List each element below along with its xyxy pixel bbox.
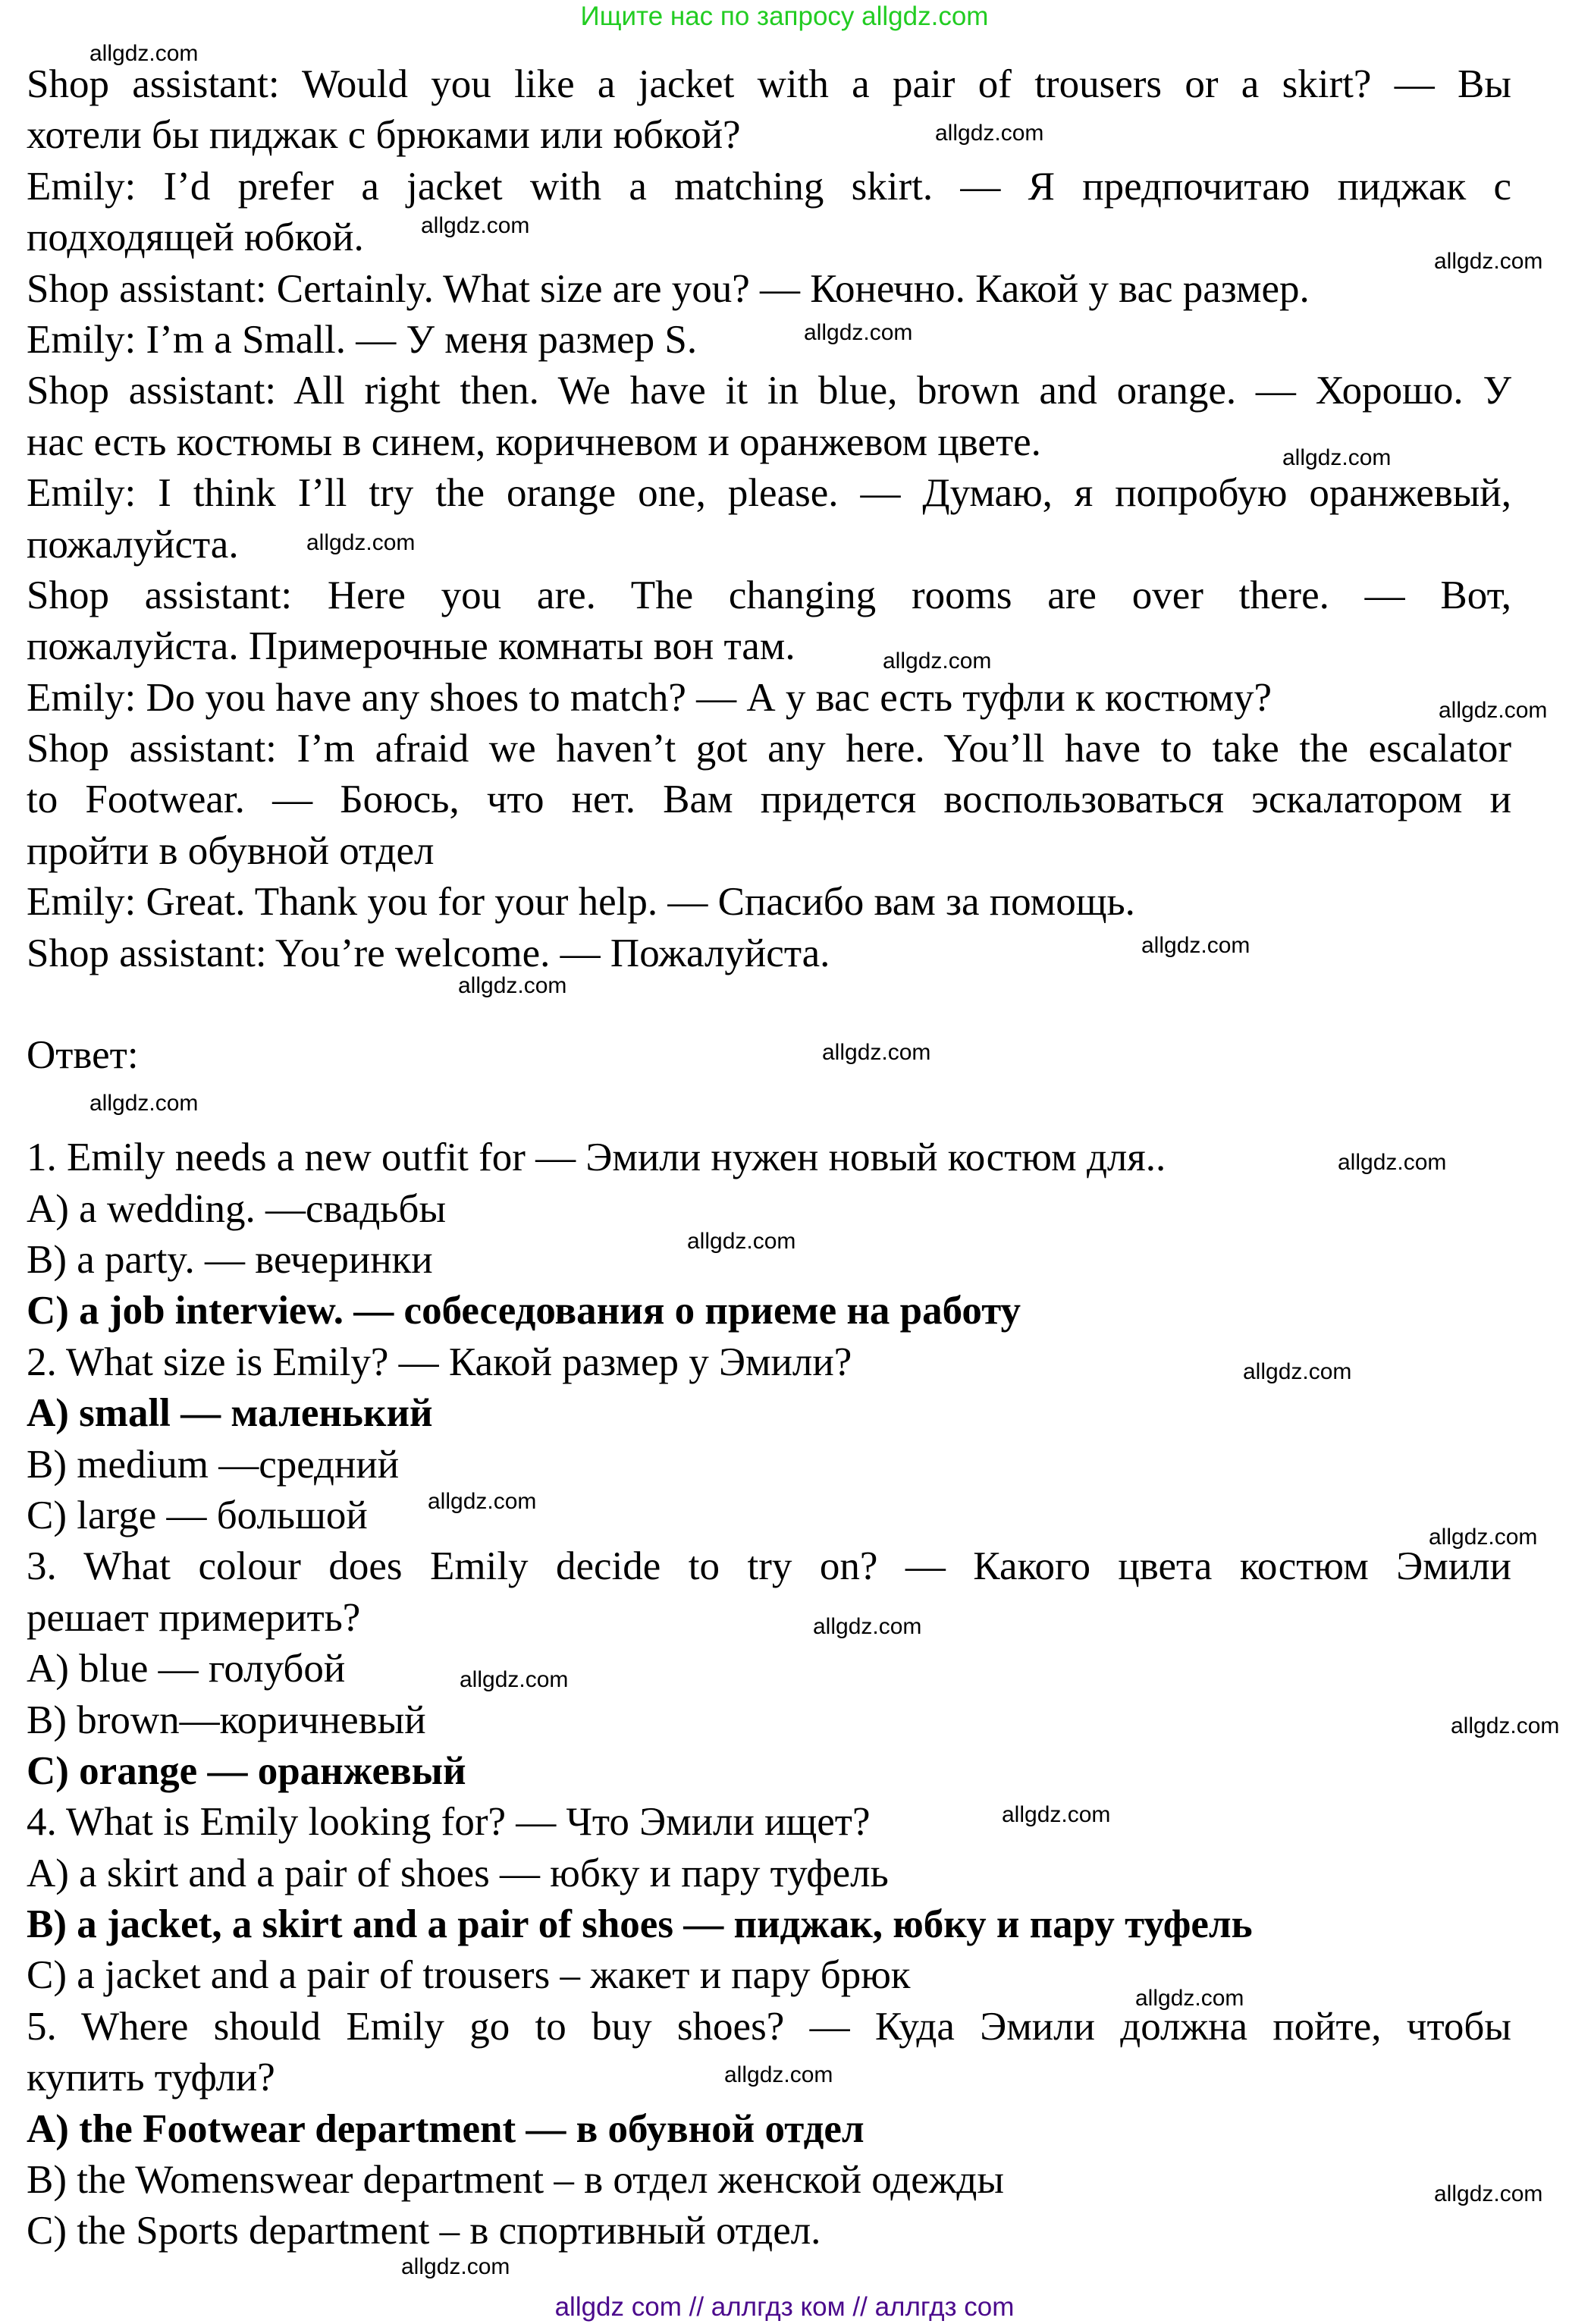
question-2: 2. What size is Emily? — Какой размер у Эмили?: [27, 1339, 852, 1384]
dialogue-line: Emily: I think I’ll try the orange one, please. — Думаю, я попробую оранжевый,: [27, 471, 1511, 516]
dialogue-line: подходящей юбкой.: [27, 215, 364, 260]
watermark: allgdz.com: [1243, 1359, 1352, 1384]
watermark: allgdz.com: [401, 2254, 510, 2279]
dialogue-line: Emily: Great. Thank you for your help. — Спасибо вам за помощь.: [27, 880, 1135, 925]
correct-option: C) a job interview. — собеседования о приеме на работу: [27, 1289, 1021, 1333]
option: B) a party. — вечеринки: [27, 1237, 433, 1282]
dialogue-line: Shop assistant: Certainly. What size are you? — Конечно. Какой у вас размер.: [27, 266, 1310, 311]
option: C) the Sports department – в спортивный отдел.: [27, 2209, 821, 2253]
watermark: allgdz.com: [935, 121, 1044, 146]
document-body: [27, 59, 1511, 2257]
dialogue-line: Shop assistant: Would you like a jacket with a pair of trousers or a skirt? — Вы: [27, 62, 1511, 106]
dialogue-line: Emily: I’m a Small. — У меня размер S.: [27, 317, 698, 362]
dialogue-line: Shop assistant: I’m afraid we haven’t got any here. You’ll have to take the escalator: [27, 727, 1511, 771]
watermark: allgdz.com: [1434, 2181, 1543, 2206]
dialogue-line: пройти в обувной отдел: [27, 828, 435, 873]
watermark: allgdz.com: [306, 530, 416, 555]
correct-option: B) a jacket, a skirt and a pair of shoes — пиджак, юбку и пару туфель: [27, 1902, 1253, 1947]
blank-line: [27, 1082, 1511, 1132]
dialogue-line: нас есть костюмы в синем, коричневом и оранжевом цвете.: [27, 419, 1041, 464]
watermark: allgdz.com: [428, 1489, 537, 1514]
watermark: allgdz.com: [804, 320, 913, 345]
dialogue-line: Shop assistant: You’re welcome. — Пожалуйста.: [27, 931, 830, 975]
question-4: 4. What is Emily looking for? — Что Эмили ищет?: [27, 1800, 871, 1845]
watermark: allgdz.com: [1135, 1986, 1244, 2011]
watermark: allgdz.com: [89, 1091, 199, 1116]
answer-heading: Ответ:: [27, 1033, 139, 1078]
watermark: allgdz.com: [1451, 1713, 1560, 1738]
correct-option: A) the Footwear department — в обувной отдел: [27, 2106, 865, 2151]
watermark: allgdz.com: [813, 1614, 922, 1639]
watermark: allgdz.com: [1439, 698, 1548, 723]
dialogue-line: пожалуйста.: [27, 522, 239, 567]
watermark: allgdz.com: [421, 213, 530, 238]
watermark: allgdz.com: [1282, 445, 1392, 470]
option: B) medium —средний: [27, 1442, 400, 1487]
dialogue-line: to Footwear. — Боюсь, что нет. Вам придется воспользоваться эскалатором и: [27, 777, 1511, 822]
watermark: allgdz.com: [687, 1229, 796, 1254]
dialogue-line: Emily: I’d prefer a jacket with a matching skirt. — Я предпочитаю пиджак с: [27, 164, 1511, 209]
watermark: allgdz.com: [458, 973, 567, 998]
dialogue-line: пожалуйста. Примерочные комнаты вон там.: [27, 624, 795, 669]
question-5-cont: купить туфли?: [27, 2055, 275, 2100]
option: C) a jacket and a pair of trousers – жакет и пару брюк: [27, 1953, 911, 1998]
blank-line: [27, 979, 1511, 1030]
watermark: allgdz.com: [1002, 1802, 1111, 1827]
watermark: allgdz.com: [1429, 1525, 1538, 1550]
watermark: allgdz.com: [1141, 933, 1250, 958]
question-1: 1. Emily needs a new outfit for — Эмили нужен новый костюм для..: [27, 1135, 1166, 1180]
watermark: allgdz.com: [1434, 249, 1543, 274]
watermark: allgdz.com: [883, 649, 992, 674]
option: A) a wedding. —свадьбы: [27, 1186, 447, 1231]
question-3: 3. What colour does Emily decide to try on? — Какого цвета костюм Эмили: [27, 1544, 1511, 1589]
correct-option: C) orange — оранжевый: [27, 1748, 466, 1793]
correct-option: A) small — маленький: [27, 1391, 433, 1436]
watermark: allgdz.com: [822, 1040, 931, 1065]
question-5: 5. Where should Emily go to buy shoes? — Куда Эмили должна пойте, чтобы: [27, 2004, 1511, 2049]
watermark: allgdz.com: [1338, 1150, 1447, 1175]
option: A) a skirt and a pair of shoes — юбку и пару туфель: [27, 1851, 889, 1895]
watermark: allgdz.com: [460, 1667, 569, 1692]
search-banner[interactable]: Ищите нас по запросу allgdz.com: [580, 2, 989, 31]
dialogue-line: хотели бы пиджак с брюками или юбкой?: [27, 113, 741, 158]
question-3-cont: решает примерить?: [27, 1595, 361, 1640]
option: B) the Womenswear department – в отдел женской одежды: [27, 2158, 1004, 2203]
watermark: allgdz.com: [89, 41, 199, 66]
dialogue-line: Shop assistant: All right then. We have it in blue, brown and orange. — Хорошо. У: [27, 369, 1511, 413]
footer-links[interactable]: allgdz com // аллгдз ком // аллгдз com: [554, 2292, 1015, 2322]
dialogue-line: Shop assistant: Here you are. The changing rooms are over there. — Вот,: [27, 573, 1511, 617]
option: A) blue — голубой: [27, 1647, 346, 1691]
dialogue-line: Emily: Do you have any shoes to match? — А у вас есть туфли к костюму?: [27, 675, 1272, 720]
option: C) large — большой: [27, 1493, 368, 1537]
option: B) brown—коричневый: [27, 1697, 426, 1742]
watermark: allgdz.com: [724, 2062, 833, 2087]
